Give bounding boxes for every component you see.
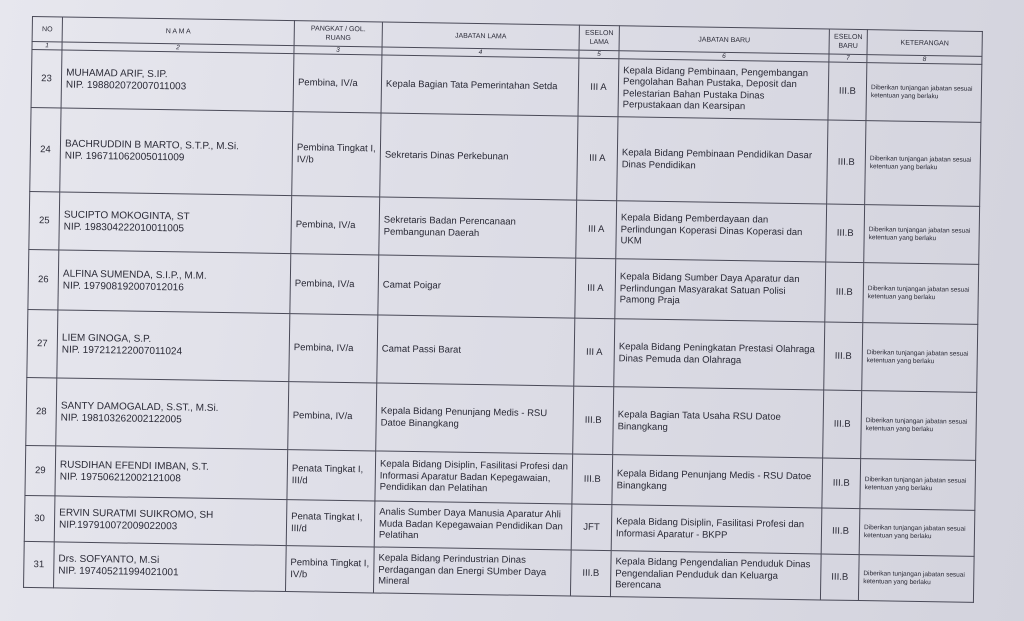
rank-cell: Pembina, IV/a <box>288 382 377 451</box>
header-keterangan: KETERANGAN <box>867 30 982 57</box>
remarks-cell: Diberikan tunjangan jabatan sesuai ketentuan yang berlaku <box>866 63 982 123</box>
remarks-cell: Diberikan tunjangan jabatan sesuai ketentuan yang berlaku <box>861 391 977 461</box>
rank-cell: Pembina Tingkat I, IV/b <box>285 546 374 593</box>
new-echelon-cell: III.B <box>826 204 865 263</box>
rank-cell: Pembina Tingkat I, IV/b <box>292 112 381 197</box>
person-nip: NIP. 197908192007012016 <box>62 280 184 293</box>
name-cell <box>56 378 289 450</box>
rank-cell: Penata Tingkat I, III/d <box>286 500 375 547</box>
person-nip: NIP. 198802072007011003 <box>65 79 187 92</box>
row-number: 30 <box>24 495 55 541</box>
name-cell <box>58 250 291 314</box>
column-number: 2 <box>62 42 294 54</box>
rank-cell: Pembina, IV/a <box>289 314 378 383</box>
person-name: ERVIN SURATMI SUIKROMO, SH <box>59 507 214 521</box>
name-cell <box>60 108 293 196</box>
old-position-cell: Analis Sumber Daya Manusia Aparatur Ahli Muda Badan Kepegawaian Pendidikan Dan Pelatihan <box>374 501 572 550</box>
old-echelon-cell: JFT <box>571 504 612 551</box>
column-number: 3 <box>294 46 382 55</box>
person-name: RUSDIHAN EFENDI IMBAN, S.T. <box>59 459 209 473</box>
header-pangkat: PANGKAT / GOL. RUANG <box>294 21 382 47</box>
person-nip: NIP. 197212122007011024 <box>61 344 183 357</box>
remarks-cell: Diberikan tunjangan jabatan sesuai ketentuan yang berlaku <box>860 459 976 511</box>
old-position-cell: Kepala Bagian Tata Pemerintahan Setda <box>381 55 579 116</box>
new-echelon-cell: III.B <box>822 458 861 509</box>
name-cell <box>59 192 292 254</box>
column-number: 8 <box>867 55 982 65</box>
new-position-cell: Kepala Bidang Disiplin, Fasilitasi Profesi dan Informasi Aparatur - BKPP <box>611 505 822 554</box>
person-nip: NIP. 198304222010011005 <box>63 221 185 234</box>
new-echelon-cell: III.B <box>820 554 859 601</box>
old-echelon-cell: III A <box>577 116 618 201</box>
row-number: 28 <box>26 377 57 445</box>
person-name: SUCIPTO MOKOGINTA, ST <box>63 209 190 223</box>
column-number: 7 <box>829 54 867 63</box>
header-no: NO <box>32 17 62 42</box>
table-row <box>30 107 981 206</box>
column-number: 6 <box>619 51 829 62</box>
remarks-cell: Diberikan tunjangan jabatan sesuai ketentuan yang berlaku <box>862 323 978 393</box>
new-position-cell: Kepala Bidang Pembinaan, Pengembangan Pengolahan Bahan Pustaka, Deposit dan Pelestarian Bahan Pustaka Dinas Perpustakaan dan Kearsipan <box>618 59 829 120</box>
column-number: 1 <box>32 42 62 50</box>
new-echelon-cell: III.B <box>824 322 863 391</box>
old-echelon-cell: III A <box>575 258 616 319</box>
header-jabatan-baru: JABATAN BARU <box>619 26 829 54</box>
person-name: MUHAMAD ARIF, S.IP. <box>66 67 168 81</box>
remarks-cell: Diberikan tunjangan jabatan sesuai ketentuan yang berlaku <box>863 263 979 325</box>
person-name: BACHRUDDIN B MARTO, S.T.P., M.Si. <box>64 138 239 153</box>
old-position-cell: Sekretaris Badan Perencanaan Pembangunan Daerah <box>379 197 577 258</box>
person-nip: NIP.197910072009022003 <box>58 518 178 532</box>
old-position-cell: Camat Passi Barat <box>377 315 575 386</box>
person-nip: NIP. 196711062005011009 <box>64 150 185 163</box>
new-position-cell: Kepala Bidang Sumber Daya Aparatur dan Perlindungan Masyarakat Satuan Polisi Pamong Praja <box>615 259 826 322</box>
new-echelon-cell: III.B <box>828 62 867 121</box>
new-echelon-cell: III.B <box>821 508 860 555</box>
person-nip: NIP. 197506212002121008 <box>59 470 181 484</box>
header-eselon-baru: ESELON BARU <box>829 29 867 55</box>
new-position-cell: Kepala Bidang Penunjang Medis - RSU Datoe Binangkang <box>612 455 823 508</box>
person-name: SANTY DAMOGALAD, S.ST., M.Si. <box>60 400 219 414</box>
remarks-cell: Diberikan tunjangan jabatan sesuai ketentuan yang berlaku <box>859 509 975 557</box>
header-nama: N A M A <box>62 17 294 46</box>
new-position-cell: Kepala Bidang Pengendalian Penduduk Dinas Pengendalian Penduduk dan Keluarga Berencana <box>610 551 821 600</box>
new-position-cell: Kepala Bidang Peningkatan Prestasi Olahraga Dinas Pemuda dan Olahraga <box>614 319 825 390</box>
name-cell <box>54 496 287 546</box>
remarks-cell: Diberikan tunjangan jabatan sesuai ketentuan yang berlaku <box>858 555 974 603</box>
old-echelon-cell: III A <box>578 58 619 117</box>
row-number: 29 <box>25 445 56 495</box>
old-echelon-cell: III.B <box>570 550 611 597</box>
person-nip: NIP. 197405211994021001 <box>58 564 179 578</box>
header-eselon-lama: ESELON LAMA <box>579 25 619 51</box>
row-number: 23 <box>31 50 62 108</box>
row-number: 31 <box>24 541 55 587</box>
remarks-cell: Diberikan tunjangan jabatan sesuai ketentuan yang berlaku <box>864 205 980 265</box>
new-echelon-cell: III.B <box>825 262 864 323</box>
rank-cell: Pembina, IV/a <box>291 196 380 255</box>
old-echelon-cell: III A <box>574 318 615 387</box>
new-position-cell: Kepala Bidang Pemberdayaan dan Perlindungan Koperasi Dinas Koperasi dan UKM <box>616 201 827 262</box>
name-cell <box>57 310 290 382</box>
rank-cell: Penata Tingkat I, III/d <box>287 450 376 501</box>
old-position-cell: Kepala Bidang Disiplin, Fasilitasi Profesi dan Informasi Aparatur Badan Kepegawaian, Pendidikan dan Pelatihan <box>375 451 573 504</box>
old-position-cell: Sekretaris Dinas Perkebunan <box>380 113 578 200</box>
new-echelon-cell: III.B <box>827 120 866 205</box>
person-name: ALFINA SUMENDA, S.I.P., M.M. <box>62 268 207 282</box>
personnel-table <box>23 16 983 603</box>
old-echelon-cell: III.B <box>573 386 614 455</box>
rank-cell: Pembina, IV/a <box>290 254 379 315</box>
name-cell <box>55 446 288 500</box>
person-nip: NIP. 198103262002122005 <box>60 412 182 425</box>
new-echelon-cell: III.B <box>823 390 862 459</box>
person-name: Drs. SOFYANTO, M.Si <box>58 553 160 567</box>
column-number: 4 <box>382 47 579 58</box>
old-position-cell: Kepala Bidang Perindustrian Dinas Perdagangan dan Energi SUmber Daya Mineral <box>373 547 571 596</box>
new-position-cell: Kepala Bagian Tata Usaha RSU Datoe Binangkang <box>613 387 824 458</box>
person-name: LIEM GINOGA, S.P. <box>61 332 152 345</box>
name-cell <box>54 542 287 592</box>
row-number: 25 <box>29 191 60 249</box>
row-number: 27 <box>27 309 58 377</box>
row-number: 26 <box>28 249 59 309</box>
old-position-cell: Camat Poigar <box>378 255 576 318</box>
old-echelon-cell: III A <box>576 200 617 259</box>
row-number: 24 <box>30 107 61 191</box>
header-jabatan-lama: JABATAN LAMA <box>382 22 579 50</box>
old-echelon-cell: III.B <box>572 454 613 505</box>
new-position-cell: Kepala Bidang Pembinaan Pendidikan Dasar Dinas Pendidikan <box>617 117 828 204</box>
remarks-cell: Diberikan tunjangan jabatan sesuai ketentuan yang berlaku <box>865 121 981 207</box>
column-number: 5 <box>579 50 619 59</box>
name-cell <box>61 50 294 112</box>
old-position-cell: Kepala Bidang Penunjang Medis - RSU Datoe Binangkang <box>376 383 574 454</box>
rank-cell: Pembina, IV/a <box>293 54 382 113</box>
